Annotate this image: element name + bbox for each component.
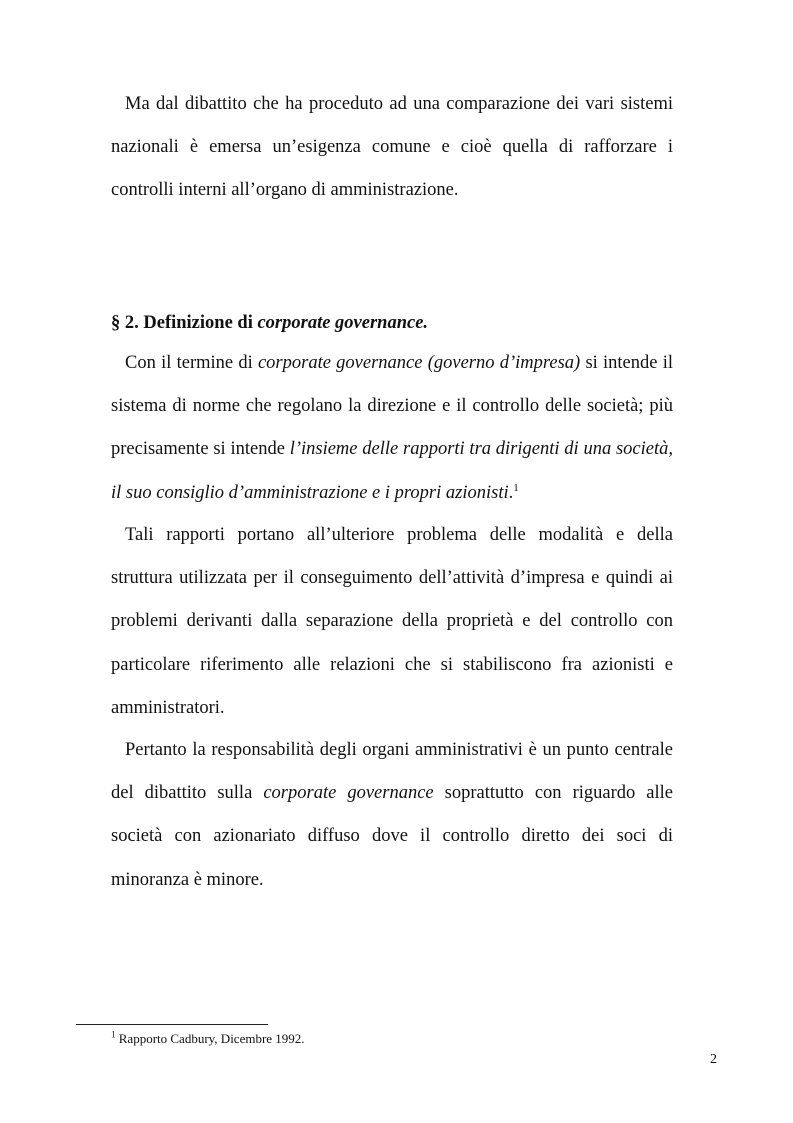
footnote <box>111 1030 305 1048</box>
definition-text-b: si intende il sistema di norme che regolano la direzione e il controllo delle società; più precisamente si intende <box>111 353 673 460</box>
paragraph-intro-text: Ma dal dibattito che ha proceduto ad una comparazione dei vari sistemi nazionali è emersa un’esigenza comune e cioè quella di rafforzare i controlli interni all’organo di amministrazione. <box>111 94 673 201</box>
definition-italic-term: corporate governance (governo d’impresa) <box>257 353 581 373</box>
responsibility-italic-term: corporate governance <box>263 783 434 804</box>
footnote-divider <box>76 1024 268 1025</box>
definition-end: . <box>508 482 514 503</box>
paragraph-definition <box>111 342 673 515</box>
footnote-text: Rapporto Cadbury, Dicembre 1992. <box>115 1031 305 1046</box>
footnote-reference[interactable]: 1 <box>513 481 519 494</box>
responsibility-text-b: soprattutto con riguardo alle società con azionariato diffuso dove il controllo diretto dei soci di minoranza è minore. <box>111 783 673 890</box>
paragraph-responsibility <box>111 729 673 902</box>
paragraph-relationships <box>111 514 673 730</box>
responsibility-text-a: Pertanto la responsabilità degli organi amministrativi è un punto centrale del dibattito sulla <box>111 740 673 804</box>
page-number: 2 <box>710 1052 717 1067</box>
footnote-number: 1 <box>111 1029 116 1040</box>
paragraph-relationships-text: Tali rapporti portano all’ulteriore problema delle modalità e della struttura utilizzata per il conseguimento dell’attività d’impresa e quindi ai problemi derivanti dalla separazione della proprietà e del controllo con particolare riferimento alle relazioni che si stabiliscono fra azionisti e amministratori. <box>111 525 673 718</box>
section-heading-italic: corporate governance. <box>257 313 429 333</box>
definition-text-a: Con il termine di <box>125 353 258 373</box>
paragraph-intro <box>111 83 673 213</box>
section-heading <box>111 302 428 345</box>
section-heading-prefix: § 2. Definizione di <box>111 313 258 333</box>
definition-italic-quote: l’insieme delle rapporti tra dirigenti di una società, il suo consiglio d’amministrazione e i propri azionisti <box>111 439 673 503</box>
